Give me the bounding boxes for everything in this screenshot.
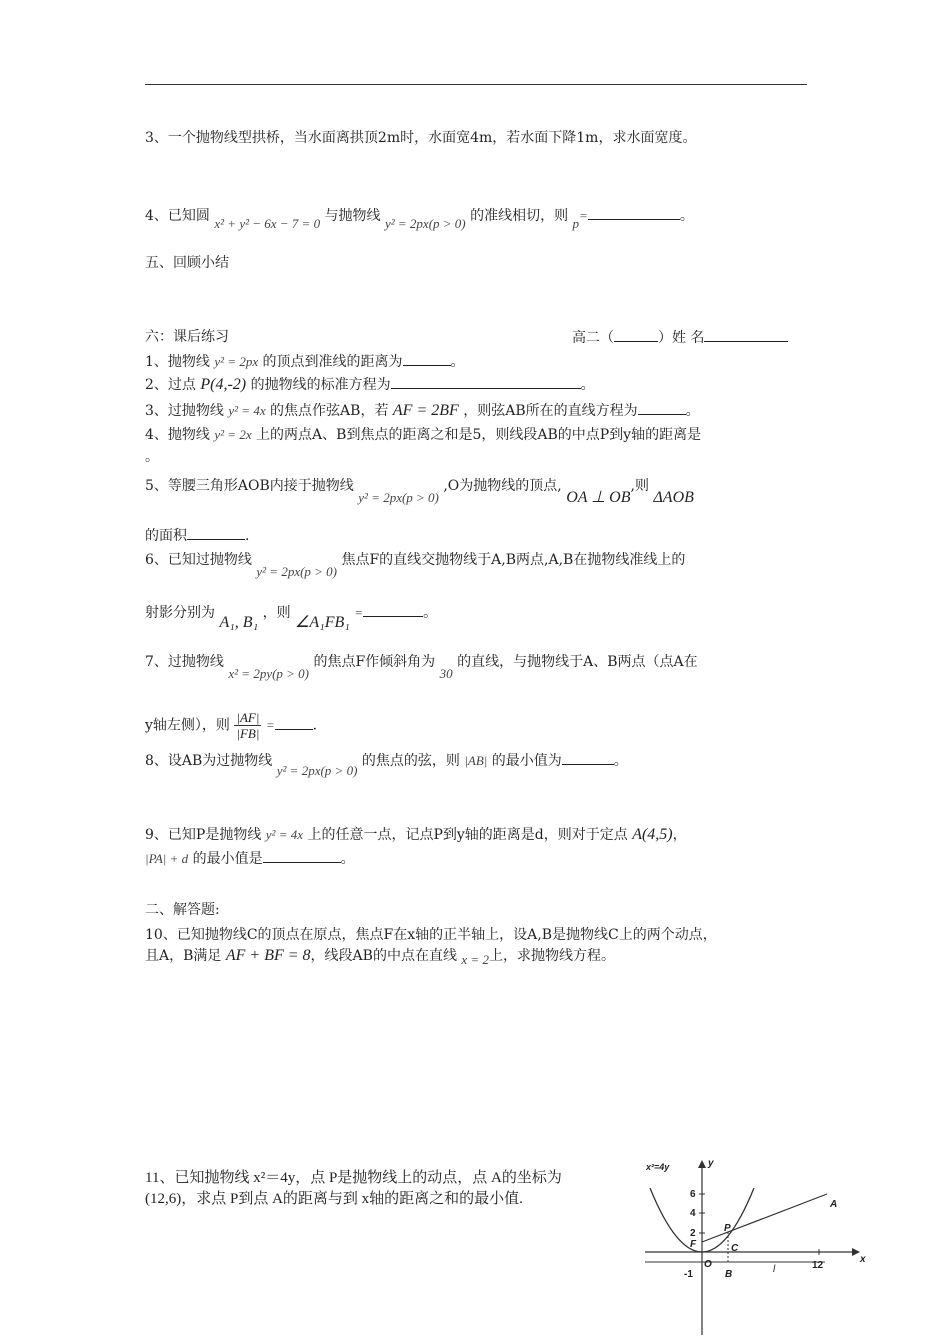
homework-item-3: [145, 400, 700, 421]
i2-suffix: 的抛物线的标准方程为: [250, 377, 391, 393]
q3-text: 3、一个抛物线型拱桥，当水面离拱顶2m时，水面宽4m，若水面下降1m，求水面宽度。: [145, 130, 697, 146]
i7-end: .: [312, 717, 318, 734]
i8-answer-blank[interactable]: [562, 750, 614, 765]
i9-middle-text: 上的任意一点，记点P到y轴的距离是d，则对于定点: [307, 827, 628, 843]
i8-prefix: 8、设AB为过抛物线: [145, 753, 273, 769]
i8-end: 。: [613, 753, 628, 769]
q10-line-equation: x = 2: [461, 952, 489, 967]
question-3: [145, 128, 696, 148]
line-FA: [702, 1194, 827, 1242]
x-axis-arrow-icon: [852, 1248, 860, 1256]
i5-equation: y² = 2px(p > 0): [358, 490, 439, 505]
header-rule: [145, 84, 807, 85]
homework-item-6: [145, 550, 686, 579]
homework-item-4: [145, 425, 701, 445]
x-axis-label: x: [860, 1254, 866, 1265]
i6-angle: ∠A₁FB₁: [295, 614, 350, 631]
q4-variable-p: p: [572, 216, 580, 231]
i7-angle-value: 30: [439, 666, 453, 681]
point-B-label: B: [725, 1269, 733, 1280]
i7-answer-blank[interactable]: [275, 715, 313, 730]
homework-item-5: [145, 476, 694, 506]
q11-line1: 11、已知抛物线 x²＝4y，点 P是抛物线上的动点，点 A的坐标为: [145, 1170, 562, 1186]
i3-end: 。: [685, 403, 700, 419]
i2-point: P(4,-2): [200, 376, 247, 393]
i7-middle-text: 的焦点F作倾斜角为: [313, 654, 436, 670]
homework-item-8: [145, 750, 628, 778]
i3-suffix: ，则弦AB所在的直线方程为: [463, 403, 638, 419]
i4-equation: y² = 2x: [214, 427, 252, 442]
question-10: [145, 925, 717, 945]
i5-area-label: 的面积: [145, 528, 187, 544]
homework-item-5-line2: [145, 525, 249, 546]
homework-heading: [145, 327, 229, 347]
i5-end: .: [245, 528, 250, 544]
i4-end: 。: [145, 449, 159, 465]
i9-end: 。: [340, 851, 355, 867]
i6-projection-label: 射影分别为: [145, 605, 215, 621]
i3-prefix: 3、过抛物线: [145, 403, 224, 419]
i7-fraction-numerator: |AF|: [236, 710, 260, 725]
curve-label: x²=4y: [646, 1162, 670, 1172]
q4-equals: =: [579, 208, 588, 223]
tick-12-label: 12: [812, 1260, 824, 1271]
q4-prefix: 4、已知圆: [145, 208, 210, 224]
i6-equals: =: [354, 605, 364, 620]
i1-end: 。: [450, 354, 465, 370]
name-blank[interactable]: [704, 327, 788, 342]
i1-suffix: 的顶点到准线的距离为: [262, 354, 403, 370]
question-11: [145, 1168, 562, 1188]
i9-fixed-point: A(4,5): [632, 826, 673, 843]
homework-item-9-line2: [145, 848, 355, 869]
i5-prefix: 5、等腰三角形AOB内接于抛物线: [145, 478, 354, 494]
i5-perpendicular: OA ⊥ OB: [566, 489, 631, 506]
q4-circle-equation: x² + y² − 6x − 7 = 0: [214, 216, 321, 231]
question-10-line2: [145, 946, 615, 966]
class-label: 高二（: [572, 330, 614, 346]
y-axis-label: y: [708, 1158, 714, 1169]
i8-equation: y² = 2px(p > 0): [276, 763, 358, 778]
name-label: ）姓 名: [658, 330, 705, 346]
tick-neg1-label: -1: [684, 1269, 693, 1280]
i7-equals: =: [265, 717, 275, 733]
q10-prefix: 且A，B满足: [145, 948, 222, 964]
homework-item-2: [145, 374, 595, 395]
i1-prefix: 1、抛物线: [145, 354, 210, 370]
i1-answer-blank[interactable]: [403, 351, 451, 366]
i4-prefix: 4、抛物线: [145, 427, 210, 443]
i3-ratio: AF = 2BF: [392, 402, 459, 419]
point-F-label: F: [690, 1239, 697, 1250]
i6-prefix: 6、已知过抛物线: [145, 552, 252, 568]
i8-chord-length: |AB|: [464, 753, 488, 768]
q4-answer-blank[interactable]: [588, 205, 680, 220]
solve-heading-text: 二、解答题:: [145, 902, 220, 918]
q11-line2: (12,6)，求点 P到点 A的距离与到 x轴的距离之和的最小值.: [145, 1191, 523, 1207]
i9-expression: |PA| + d: [145, 851, 189, 866]
directrix-l-label: l: [773, 1264, 776, 1275]
parabola-figure: [640, 1150, 870, 1340]
tick-2-label: 2: [690, 1228, 696, 1239]
homework-item-7: [145, 652, 698, 681]
i9-answer-blank[interactable]: [263, 848, 341, 863]
i7-fraction: [234, 710, 261, 741]
i6-suffix: 焦点F的直线交抛物线于A,B两点,A,B在抛物线准线上的: [341, 552, 686, 568]
i2-prefix: 2、过点: [145, 377, 196, 393]
i7-line2-text: y轴左侧），则: [145, 717, 230, 734]
tick-4-label: 4: [690, 1208, 696, 1219]
point-C-label: C: [731, 1243, 739, 1254]
homework-item-9: [145, 825, 687, 845]
i6-equation: y² = 2px(p > 0): [256, 564, 338, 579]
q10-middle-text: ，线段AB的中点在直线: [310, 948, 457, 964]
i2-end: 。: [580, 377, 595, 393]
i3-middle-text: 的焦点作弦AB，若: [270, 403, 389, 419]
i4-suffix: 上的两点A、B到焦点的距离之和是5，则线段AB的中点P到y轴的距离是: [256, 427, 702, 443]
homework-item-6-line2: [145, 602, 438, 631]
homework-item-4-line2: [145, 447, 159, 467]
q4-suffix: 的准线相切，则: [470, 208, 569, 224]
i9-suffix: 的最小值是: [192, 851, 263, 867]
i7-fraction-denominator: |FB|: [236, 726, 260, 741]
question-11-line2: [145, 1189, 523, 1209]
i7-suffix: 的直线，与抛物线于A、B两点（点A在: [457, 654, 698, 670]
homework-heading-text: 六：课后练习: [145, 329, 229, 345]
q10-condition: AF + BF = 8: [225, 947, 311, 964]
review-heading: [145, 253, 229, 273]
q10-line1: 10、已知抛物线C的顶点在原点，焦点F在x轴的正半轴上，设A,B是抛物线C上的两个动点，: [145, 927, 717, 943]
q4-end: 。: [679, 208, 694, 224]
i5-triangle: ΔAOB: [653, 489, 694, 506]
q4-parabola-equation: y² = 2px(p > 0): [384, 216, 466, 231]
class-blank[interactable]: [614, 327, 658, 342]
q10-suffix: 上，求抛物线方程。: [488, 948, 615, 964]
question-4: [145, 205, 694, 231]
i6-end: 。: [423, 605, 438, 621]
i9-comma: ，: [672, 827, 687, 843]
point-P-label: P: [724, 1223, 731, 1234]
review-heading-text: 五、回顾小结: [145, 255, 229, 271]
y-axis-arrow-icon: [698, 1160, 706, 1168]
tick-6-label: 6: [690, 1189, 696, 1200]
i8-middle-text: 的焦点的弦，则: [361, 753, 460, 769]
homework-item-7-line2: [145, 710, 317, 741]
i9-prefix: 9、已知P是抛物线: [145, 827, 262, 843]
solve-heading: [145, 900, 220, 920]
i6-projections: A₁, B₁: [219, 614, 259, 631]
i5-middle-text: ,O为抛物线的顶点,: [443, 478, 562, 494]
i7-prefix: 7、过抛物线: [145, 654, 224, 670]
i3-equation: y² = 4x: [228, 403, 266, 418]
student-info: [572, 327, 788, 348]
i6-middle-text: ，则: [262, 605, 291, 621]
i6-answer-blank[interactable]: [363, 602, 423, 617]
point-A-label: A: [830, 1199, 838, 1210]
i7-equation: x² = 2py(p > 0): [228, 666, 310, 681]
homework-item-1: [145, 351, 465, 372]
i5-answer-blank[interactable]: [187, 525, 245, 540]
i2-answer-blank[interactable]: [391, 374, 581, 389]
point-O-label: O: [704, 1259, 712, 1270]
i5-middle-text-2: ,则: [630, 478, 649, 494]
i8-suffix: 的最小值为: [491, 753, 562, 769]
q4-middle-text: 与抛物线: [324, 208, 381, 224]
i1-equation: y² = 2px: [214, 354, 259, 369]
i9-equation: y² = 4x: [265, 827, 303, 842]
i3-answer-blank[interactable]: [638, 400, 686, 415]
